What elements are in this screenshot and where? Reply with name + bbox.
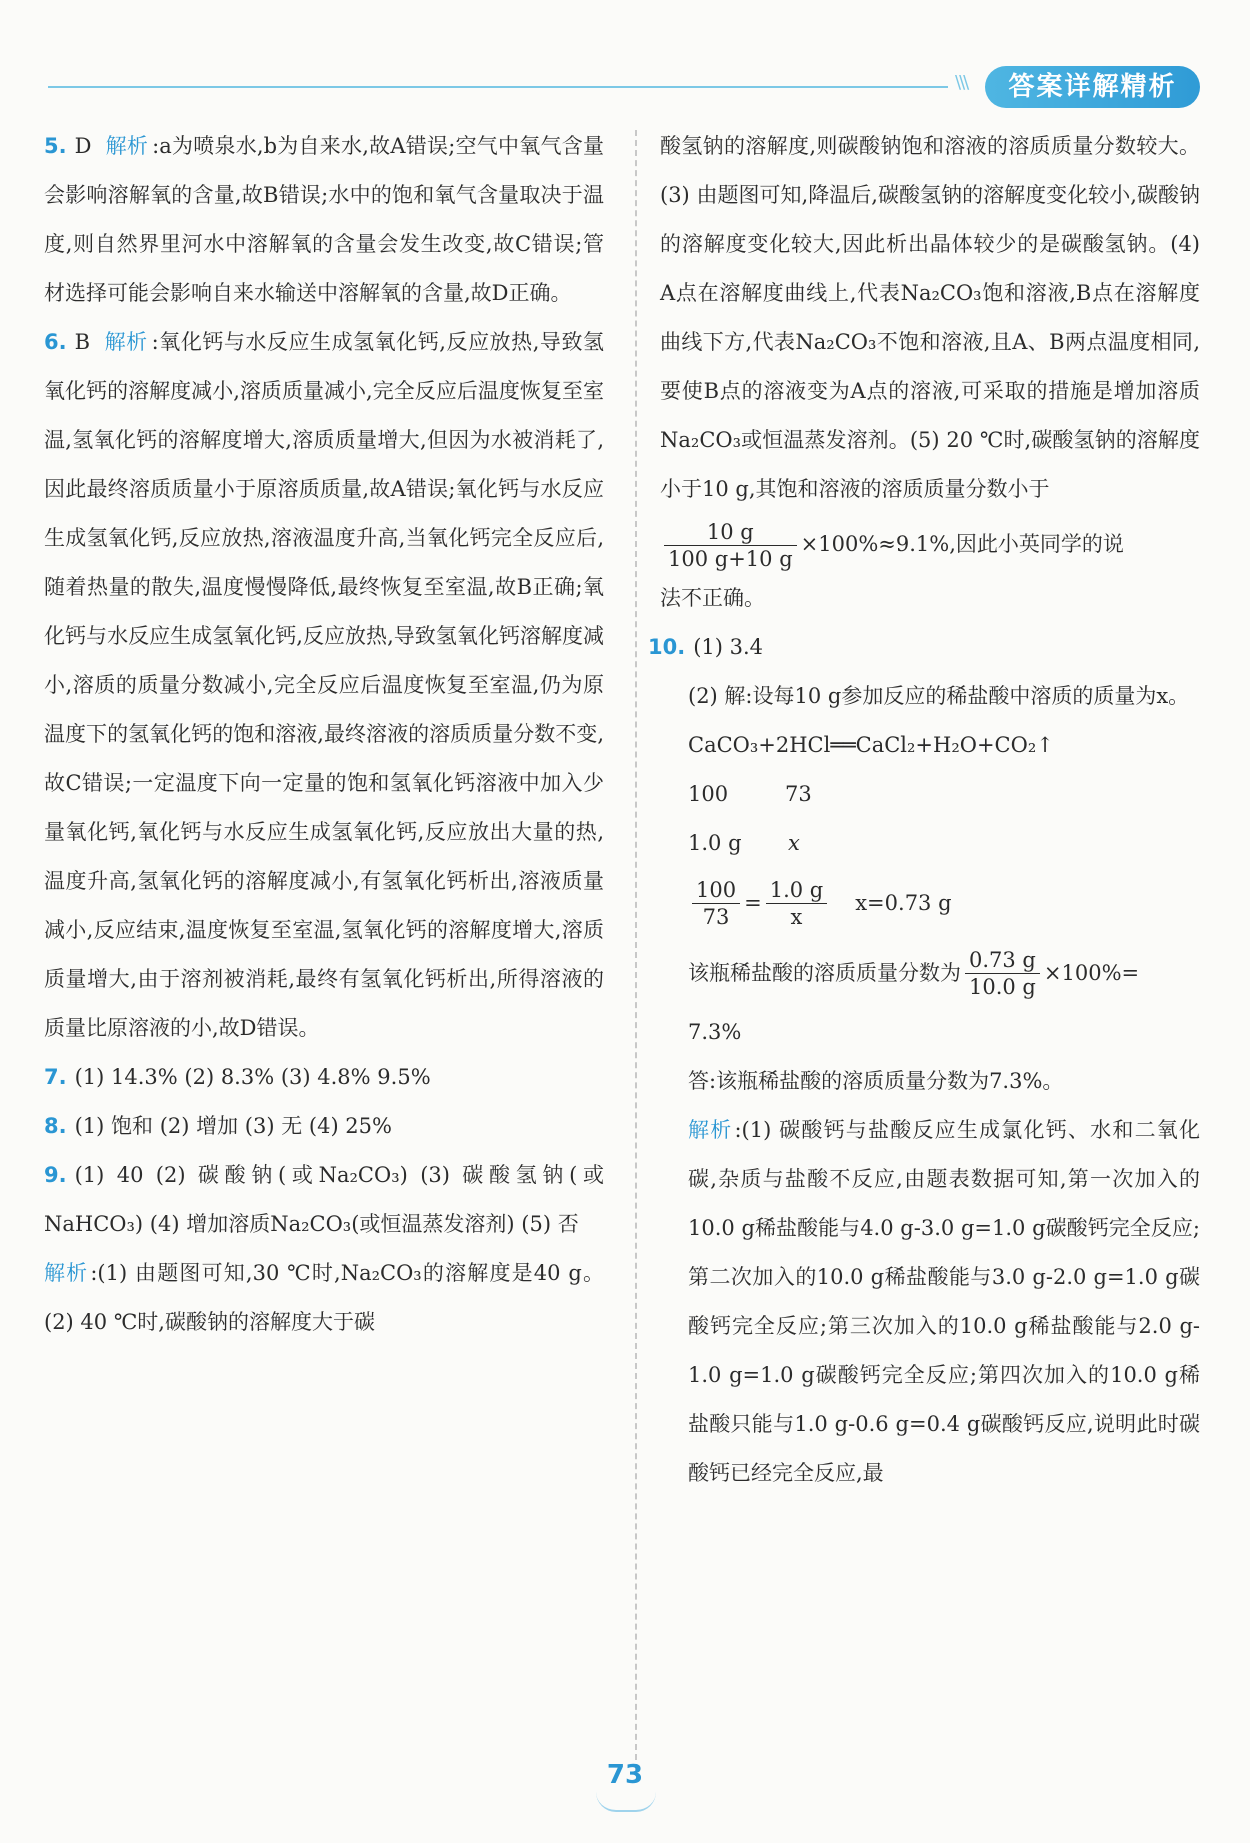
right-column: [648, 122, 1201, 1498]
question-number: 9.: [44, 1163, 67, 1187]
answer-part-1: (1) 3.4: [693, 635, 764, 659]
answer-text: (1) 14.3% (2) 8.3% (3) 4.8% 9.5%: [74, 1065, 431, 1089]
value-row: [660, 819, 1200, 868]
question-5: [44, 122, 604, 318]
value-x: x: [788, 831, 800, 855]
fraction: [664, 519, 797, 572]
column-divider: [635, 130, 637, 1770]
question-9: [44, 1151, 604, 1249]
question-7: [44, 1053, 604, 1102]
ratio-right-bottom: x: [790, 904, 803, 929]
analysis-keyword: 解析: [44, 1261, 89, 1285]
mass-fraction-prefix: 该瓶稀盐酸的溶质质量分数为: [688, 960, 961, 985]
molar-mass-row: [660, 770, 1200, 819]
header-slashes: \\\: [955, 72, 968, 93]
answer-text: (1) 40 (2) 碳酸钠(或Na₂CO₃) (3) 碳酸氢钠(或NaHCO₃) (4) 增加溶质Na₂CO₃(或恒温蒸发溶剂) (5) 否: [44, 1163, 604, 1236]
equals-sign: =: [744, 890, 762, 915]
solution-intro: (2) 解:设每10 g参加反应的稀盐酸中溶质的质量为x。: [688, 684, 1190, 708]
ratio-result: x=0.73 g: [855, 890, 952, 915]
continued-text: 酸氢钠的溶解度,则碳酸钠饱和溶液的溶质质量分数较大。(3) 由题图可知,降温后,碳酸氢钠的溶解度变化较小,碳酸钠的溶解度变化较大,因此析出晶体较少的是碳酸氢钠。(4) A点在溶解度曲线上,代表Na₂CO₃饱和溶液,B点在溶解度曲线下方,代表Na₂CO₃不饱和溶液,且A、B两点温度相同,要使B点的溶液变为A点的溶液,可采取的措施是增加溶质Na₂CO₃或恒温蒸发溶剂。(5) 20 ℃时,碳酸氢钠的溶解度小于10 g,其饱和溶液的溶质质量分数小于: [660, 134, 1200, 501]
reaction-equation: [660, 721, 1200, 770]
mass-hcl: 73: [785, 782, 812, 806]
mass-fraction-suffix: ×100%=: [1043, 960, 1140, 985]
mass-fraction-line: [660, 938, 1200, 1008]
analysis-text: :(1) 由题图可知,30 ℃时,Na₂CO₃的溶解度是40 g。(2) 40 ℃时,碳酸钠的溶解度大于碳: [44, 1261, 604, 1334]
question-number: 6.: [44, 330, 67, 354]
answer-text: (1) 饱和 (2) 增加 (3) 无 (4) 25%: [74, 1114, 392, 1138]
analysis-keyword: 解析: [688, 1118, 733, 1142]
mass-fraction-value: 7.3%: [688, 1020, 742, 1044]
final-answer-text: 答:该瓶稀盐酸的溶质质量分数为7.3%。: [688, 1069, 1064, 1093]
page-number: 73: [606, 1760, 644, 1790]
mass-fraction: [965, 947, 1040, 1000]
answer-letter: B: [74, 330, 91, 354]
ratio-right: [766, 877, 828, 930]
ratio-left-top: 100: [692, 877, 740, 904]
question-6: [44, 318, 604, 1053]
value-caco3: 1.0 g: [688, 831, 742, 855]
question-10-part-2: [660, 672, 1200, 721]
ratio-equation: [660, 868, 1200, 938]
page-number-decoration: [596, 1792, 656, 1812]
fraction-numerator: 10 g: [664, 519, 797, 546]
header-tag: 答案详解精析: [985, 66, 1200, 108]
header-rule: [48, 86, 948, 88]
fraction-denominator: 100 g+10 g: [668, 547, 793, 571]
question-10-analysis: [660, 1106, 1200, 1498]
question-9-analysis: [44, 1249, 604, 1347]
mass-fraction-top: 0.73 g: [965, 947, 1040, 974]
question-number: 5.: [44, 134, 67, 158]
analysis-text: :氧化钙与水反应生成氢氧化钙,反应放热,导致氢氧化钙的溶解度减小,溶质质量减小,完全反应后温度恢复至室温,氢氧化钙的溶解度增大,溶质质量增大,但因为水被消耗了,因此最终溶质质量小于原溶质质量,故A错误;氧化钙与水反应生成氢氧化钙,反应放热,溶液温度升高,当氧化钙完全反应后,随着热量的散失,温度慢慢降低,最终恢复至室温,故B正确;氧化钙与水反应生成氢氧化钙,反应放热,导致氢氧化钙溶解度减小,溶质的质量分数减小,完全反应后温度恢复至室温,仍为原温度下的氢氧化钙的饱和溶液,最终溶液的溶质质量分数不变,故C错误;一定温度下向一定量的饱和氢氧化钙溶液中加入少量氧化钙,氧化钙与水反应生成氢氧化钙,反应放出大量的热,温度升高,氢氧化钙的溶解度减小,有氢氧化钙析出,溶液质量减小,反应结束,温度恢复至室温,氢氧化钙的溶解度增大,溶质质量增大,由于溶剂被消耗,最终有氢氧化钙析出,所得溶液的质量比原溶液的小,故D错误。: [44, 330, 604, 1040]
mass-fraction-bottom: 10.0 g: [969, 974, 1036, 999]
reaction-text: CaCO₃+2HCl══CaCl₂+H₂O+CO₂↑: [688, 733, 1054, 757]
question-10: [648, 623, 1200, 672]
ratio-left-bottom: 73: [702, 904, 730, 929]
answer-letter: D: [74, 134, 92, 158]
final-answer: [660, 1057, 1200, 1106]
question-8: [44, 1102, 604, 1151]
question-number: 8.: [44, 1114, 67, 1138]
analysis-keyword: 解析: [105, 134, 149, 158]
ratio-right-top: 1.0 g: [766, 877, 828, 904]
question-9-continued: [660, 122, 1200, 514]
left-column: [44, 122, 604, 1347]
question-number: 7.: [44, 1065, 67, 1089]
fraction-tail: ×100%≈9.1%,因此小英同学的说: [800, 532, 1124, 556]
analysis-text: :(1) 碳酸钙与盐酸反应生成氯化钙、水和二氧化碳,杂质与盐酸不反应,由题表数据可知,第一次加入的10.0 g稀盐酸能与4.0 g-3.0 g=1.0 g碳酸钙完全反应;第二次加入的10.0 g稀盐酸能与3.0 g-2.0 g=1.0 g碳酸钙完全反应;第三次加入的10.0 g稀盐酸能与2.0 g-1.0 g=1.0 g碳酸钙完全反应;第四次加入的10.0 g稀盐酸只能与1.0 g-0.6 g=0.4 g碳酸钙反应,说明此时碳酸钙已经完全反应,最: [688, 1118, 1201, 1485]
conclusion-line: [660, 574, 1200, 623]
ratio-left: [692, 877, 740, 930]
analysis-keyword: 解析: [104, 330, 148, 354]
question-number: 10.: [648, 635, 686, 659]
fraction-line: [660, 514, 1200, 574]
mass-fraction-result: [660, 1008, 1200, 1057]
conclusion-text: 法不正确。: [660, 586, 765, 610]
mass-caco3: 100: [688, 782, 729, 806]
analysis-text: :a为喷泉水,b为自来水,故A错误;空气中氧气含量会影响溶解氧的含量,故B错误;水中的饱和氧气含量取决于温度,则自然界里河水中溶解氧的含量会发生改变,故C错误;管材选择可能会影响自来水输送中溶解氧的含量,故D正确。: [44, 134, 604, 305]
